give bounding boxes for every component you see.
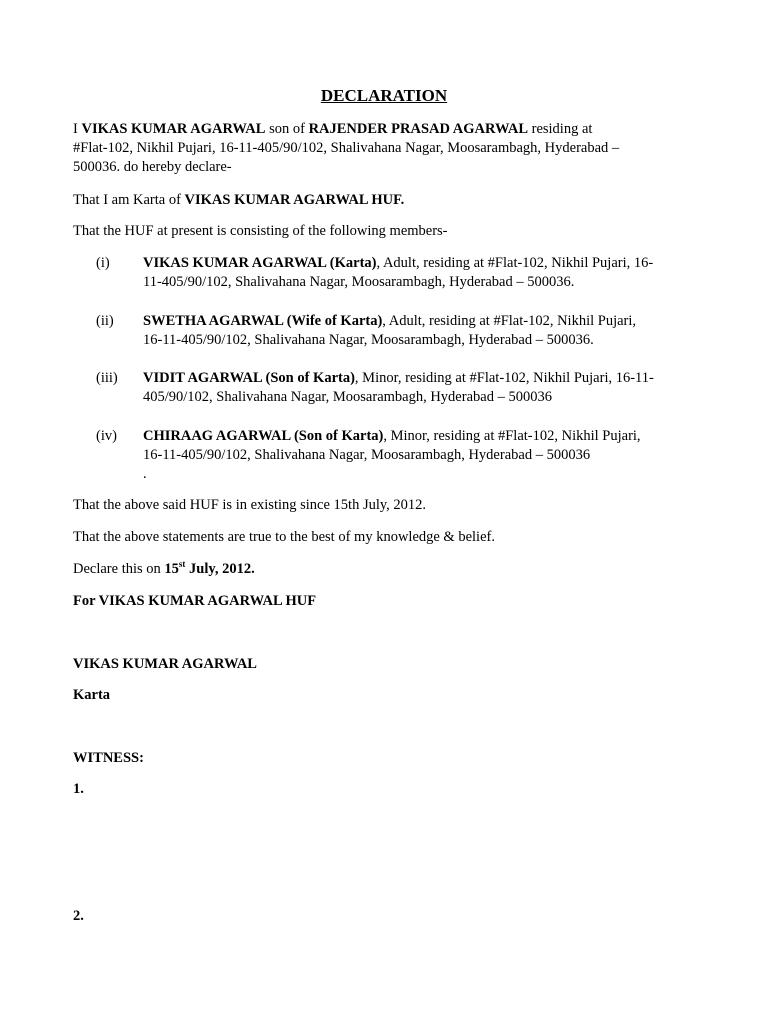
witness-heading: WITNESS: — [73, 750, 144, 766]
member-line-1 — [143, 427, 698, 446]
karta-prefix: That I am Karta of — [73, 192, 181, 208]
member-line-1 — [143, 312, 698, 331]
member-line-2: 16-11-405/90/102, Shalivahana Nagar, Moosarambagh, Hyderabad – 500036 — [143, 447, 591, 463]
signatory-name: VIKAS KUMAR AGARWAL — [73, 656, 257, 672]
witness-1: 1. — [73, 781, 84, 797]
members-intro: That the HUF at present is consisting of the following members- — [73, 223, 448, 239]
intro-line-2: #Flat-102, Nikhil Pujari, 16-11-405/90/102, Shalivahana Nagar, Moosarambagh, Hyderabad – — [73, 140, 620, 156]
member-line-1-rest: , Adult, residing at #Flat-102, Nikhil Pujari, 16- — [376, 255, 654, 271]
member-details — [143, 312, 698, 350]
member-line-3: . — [143, 466, 147, 482]
member-line-2: 11-405/90/102, Shalivahana Nagar, Moosarambagh, Hyderabad – 500036. — [143, 274, 575, 290]
existence-statement: That the above said HUF is in existing since 15th July, 2012. — [73, 497, 427, 513]
truth-statement: That the above statements are true to the best of my knowledge & belief. — [73, 529, 495, 545]
witness-2: 2. — [73, 908, 84, 924]
declare-rest: July, 2012. — [189, 561, 255, 577]
intro-line-3: 500036. do hereby declare- — [73, 159, 232, 175]
intro-i: I — [73, 121, 78, 137]
declarant-name: VIKAS KUMAR AGARWAL — [81, 121, 266, 137]
declare-prefix: Declare this on — [73, 561, 161, 577]
declare-day: 15 — [164, 561, 179, 577]
member-line-2: 16-11-405/90/102, Shalivahana Nagar, Moosarambagh, Hyderabad – 500036. — [143, 332, 594, 348]
member-line-1 — [143, 369, 698, 388]
member-number: (iv) — [96, 428, 117, 444]
declare-day-suffix: st — [178, 559, 186, 569]
member-line-1-rest: , Minor, residing at #Flat-102, Nikhil Pujari, 16-11- — [354, 370, 654, 386]
member-line-2: 405/90/102, Shalivahana Nagar, Moosarambagh, Hyderabad – 500036 — [143, 389, 552, 405]
father-name: RAJENDER PRASAD AGARWAL — [308, 121, 528, 137]
member-name: VIKAS KUMAR AGARWAL (Karta) — [143, 255, 377, 271]
member-details — [143, 369, 698, 407]
member-details — [143, 427, 698, 484]
member-line-1-rest: , Minor, residing at #Flat-102, Nikhil Pujari, — [383, 428, 641, 444]
member-line-1 — [143, 254, 698, 273]
member-name: CHIRAAG AGARWAL (Son of Karta) — [143, 428, 384, 444]
signatory-role: Karta — [73, 687, 111, 703]
declare-date-value — [164, 561, 254, 577]
huf-name: VIKAS KUMAR AGARWAL HUF. — [184, 192, 405, 208]
member-number: (i) — [96, 255, 110, 271]
for-huf: For VIKAS KUMAR AGARWAL HUF — [73, 593, 317, 609]
intro-paragraph — [73, 120, 693, 177]
declare-date — [73, 560, 693, 579]
intro-line-1 — [73, 120, 693, 139]
residing-text: residing at — [531, 121, 593, 137]
member-name: SWETHA AGARWAL (Wife of Karta) — [143, 313, 383, 329]
member-number: (iii) — [96, 370, 118, 386]
son-of-text: son of — [269, 121, 305, 137]
member-number: (ii) — [96, 313, 114, 329]
member-name: VIDIT AGARWAL (Son of Karta) — [143, 370, 355, 386]
member-line-1-rest: , Adult, residing at #Flat-102, Nikhil Pujari, — [382, 313, 637, 329]
karta-statement — [73, 191, 693, 210]
document-title: DECLARATION — [320, 86, 448, 105]
member-details — [143, 254, 698, 292]
